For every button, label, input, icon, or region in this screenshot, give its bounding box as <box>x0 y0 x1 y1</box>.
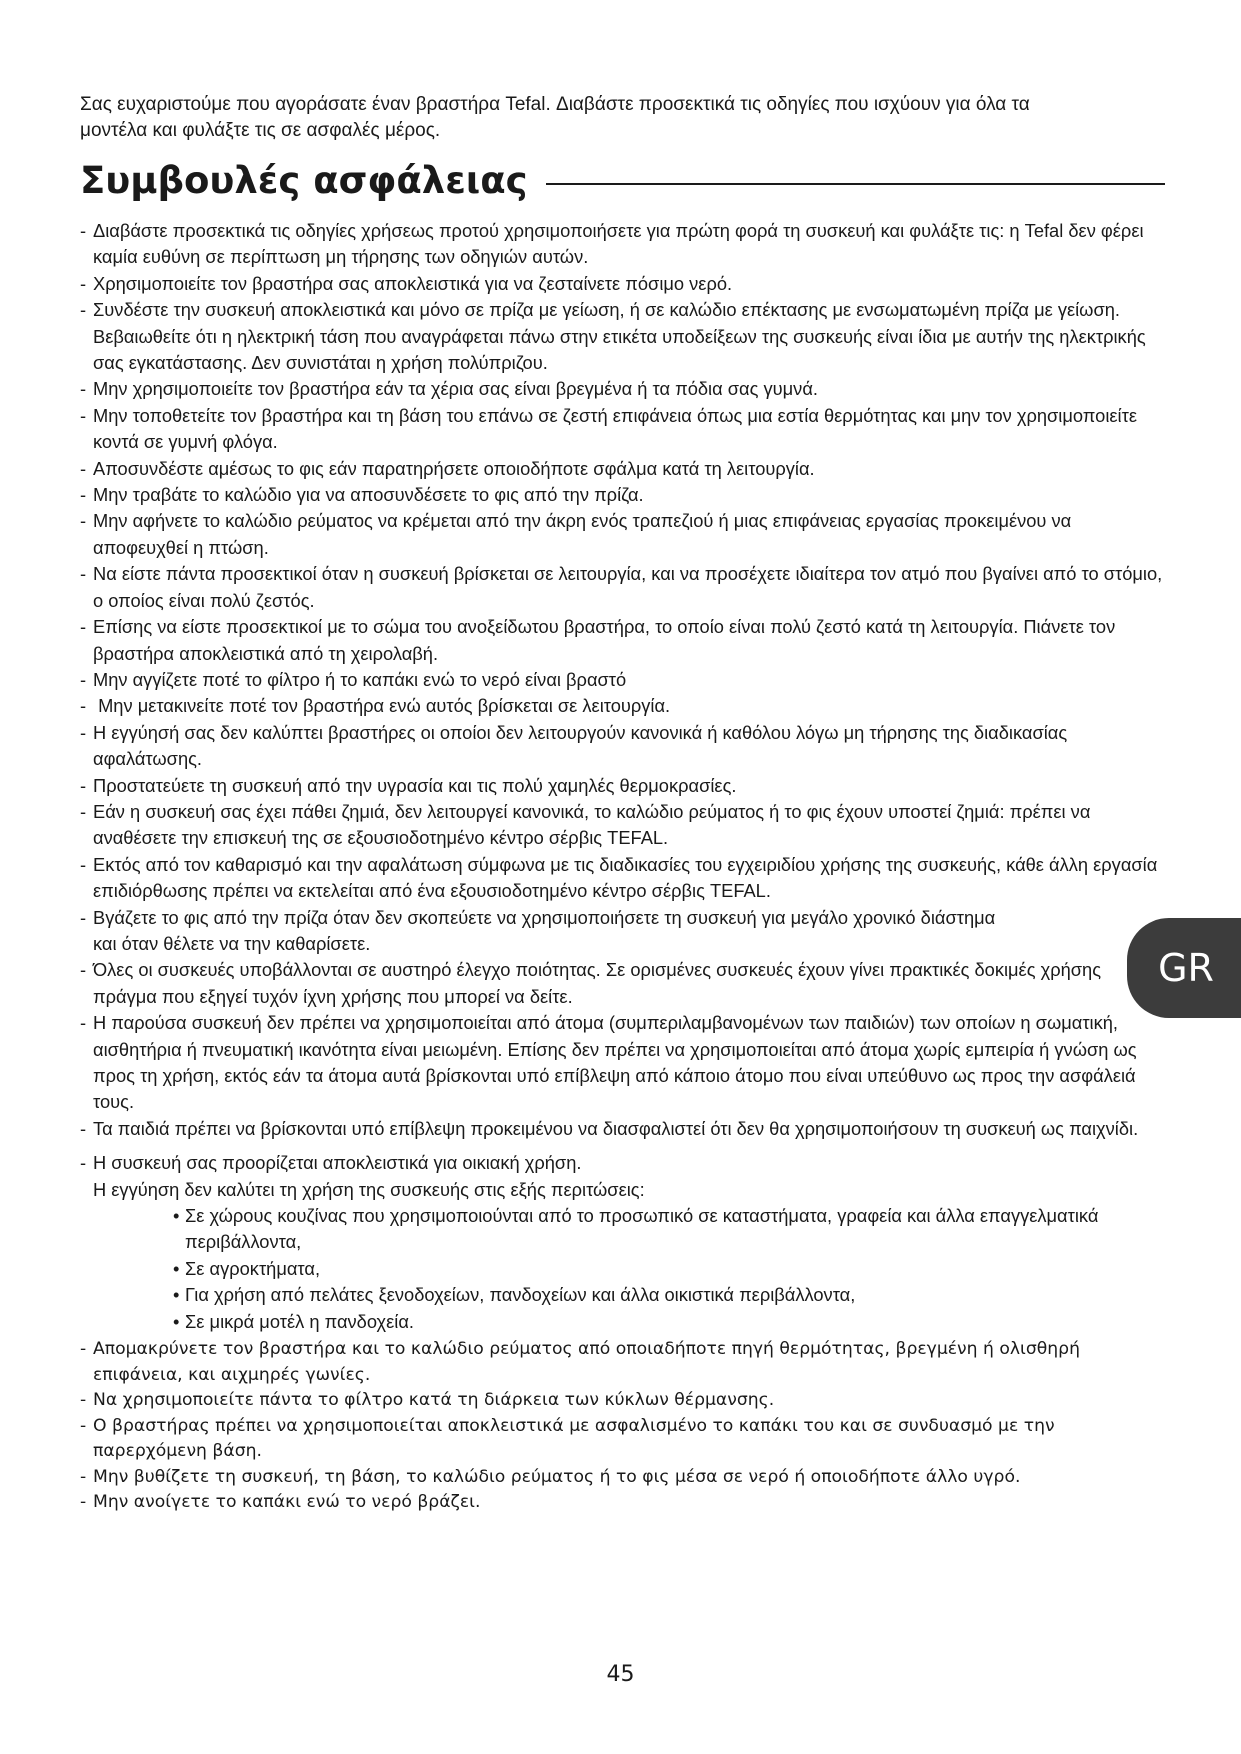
safety-item-2 <box>80 1465 1165 1491</box>
bullet-marker: • <box>173 1284 180 1306</box>
dash-marker: - <box>80 272 87 294</box>
safety-item <box>80 508 1165 561</box>
dash-marker: - <box>80 668 87 690</box>
safety-item <box>80 667 1165 693</box>
safety-list-2 <box>80 1337 1165 1516</box>
safety-item-text: Μην αφήνετε το καλώδιο ρεύματος να κρέμεται από την άκρη ενός τραπεζιού ή μιας επιφάνειας εργασίας προκειμένου να αποφευχθεί η πτώση. <box>93 510 1072 558</box>
dash-marker: - <box>80 906 87 928</box>
safety-item-text: Βγάζετε το φις από την πρίζα όταν δεν σκοπεύετε να χρησιμοποιήσετε τη συσκευή για μεγάλο χρονικό διάστημα και όταν θέλετε να την καθαρίσετε. <box>93 906 996 954</box>
safety-item-text: Η παρούσα συσκευή δεν πρέπει να χρησιμοποιείται από άτομα (συμπεριλαμβανομένων των παιδιών) των οποίων η σωματική, αισθητήρια ή πνευματική ικανότητα είναι μειωμένη. Επίσης δεν πρέπει να χρησιμοποιείται από άτομα χωρίς εμπειρία ή γνώση ως προς τη χρήση, εκτός εάν τα άτομα αυτά βρίσκονται υπό επίβλεψη από κάποιο άτομο που είναι υπεύθυνο ως προς την ασφάλειά τους. <box>93 1012 1137 1113</box>
safety-item-text: Μην αγγίζετε ποτέ το φίλτρο ή το καπάκι ενώ το νερό είναι βραστό <box>93 668 627 690</box>
heading-rule <box>546 183 1165 185</box>
excluded-case-text: Σε μικρά μοτέλ η πανδοχεία. <box>185 1310 414 1332</box>
excluded-case-text: Για χρήση από πελάτες ξενοδοχείων, πανδοχείων και άλλα οικιστικά περιβάλλοντα, <box>185 1284 856 1306</box>
dash-marker: - <box>80 378 87 400</box>
excluded-cases-list <box>93 1203 1165 1335</box>
page-number: 45 <box>606 1662 635 1687</box>
safety-item-text: Να είστε πάντα προσεκτικοί όταν η συσκευή βρίσκεται σε λειτουργία, και να προσέχετε ιδιαίτερα τον ατμό που βγαίνει από το στόμιο, ο οποίος είναι πολύ ζεστός. <box>93 563 1163 611</box>
safety-item <box>80 561 1165 614</box>
safety-item-text: Συνδέστε την συσκευή αποκλειστικά και μόνο σε πρίζα με γείωση, ή σε καλώδιο επέκτασης με ενσωματωμένη πρίζα με γείωση. Βεβαιωθείτε ότι η ηλεκτρική τάση που αναγράφεται πάνω στην ετικέτα υποδείξεων της συσκευής είναι ίδια με αυτήν της ηλεκτρικής σας εγκατάστασης. Δεν συνιστάται η χρήση πολύπριζου. <box>93 299 1146 374</box>
dash-marker: - <box>80 774 87 796</box>
document-page <box>80 92 1165 1516</box>
dash-marker: - <box>80 1152 87 1174</box>
safety-item-2 <box>80 1337 1165 1388</box>
safety-item <box>80 614 1165 667</box>
safety-item-text: Επίσης να είστε προσεκτικοί με το σώμα του ανοξείδωτου βραστήρα, το οποίο είναι πολύ ζεστό κατά τη λειτουργία. Πιάνετε τον βραστήρα αποκλειστικά από τη χειρολαβή. <box>93 616 1116 664</box>
dash-marker: - <box>80 1117 87 1139</box>
safety-item <box>80 773 1165 799</box>
safety-item-2 <box>80 1490 1165 1516</box>
dash-marker: - <box>80 299 87 321</box>
safety-item-text: Προστατεύετε τη συσκευή από την υγρασία και τις πολύ χαμηλές θερμοκρασίες. <box>93 774 737 796</box>
dash-marker: - <box>80 616 87 638</box>
safety-item-2-text: Να χρησιμοποιείτε πάντα το φίλτρο κατά τη διάρκεια των κύκλων θέρμανσης. <box>93 1390 775 1411</box>
safety-item <box>80 271 1165 297</box>
safety-item-2-text: Ο βραστήρας πρέπει να χρησιμοποιείται αποκλειστικά με ασφαλισμένο το καπάκι του και σε συνδυασμό με την παρερχόμενη βάση. <box>93 1415 1055 1462</box>
dash-marker: - <box>80 1012 87 1034</box>
safety-item-2 <box>80 1414 1165 1465</box>
safety-item-text: Μην τοποθετείτε τον βραστήρα και τη βάση του επάνω σε ζεστή επιφάνεια όπως μια εστία θερμότητας και μην τον χρησιμοποιείτε κοντά σε γυμνή φλόγα. <box>93 404 1137 453</box>
safety-item <box>80 403 1165 456</box>
dash-marker: - <box>80 220 87 241</box>
safety-item-text: Αποσυνδέστε αμέσως το φις εάν παρατηρήσετε οποιοδήποτε σφάλμα κατά τη λειτουργία. <box>93 457 815 479</box>
safety-item <box>80 720 1165 773</box>
dash-marker: - <box>80 959 87 981</box>
safety-item-text: Η εγγύησή σας δεν καλύπτει βραστήρες οι οποίοι δεν λειτουργούν κανονικά ή καθόλου λόγω μη τήρησης της διαδικασίας αφαλάτωσης. <box>93 721 1068 770</box>
bullet-marker: • <box>173 1205 180 1227</box>
dash-marker: - <box>80 721 87 743</box>
safety-item-text: Χρησιμοποιείτε τον βραστήρα σας αποκλειστικά για να ζεσταίνετε πόσιμο νερό. <box>93 272 733 294</box>
safety-item-text: Τα παιδιά πρέπει να βρίσκονται υπό επίβλεψη προκειμένου να διασφαλιστεί ότι δεν θα χρησιμοποιήσουν τη συσκευή ως παιχνίδι. <box>93 1117 1139 1139</box>
safety-item-2-text: Μην βυθίζετε τη συσκευή, τη βάση, το καλώδιο ρεύματος ή το φις μέσα σε νερό ή οποιοδήποτε άλλο υγρό. <box>93 1466 1021 1487</box>
safety-item-2-text: Μην ανοίγετε το καπάκι ενώ το νερό βράζει. <box>93 1492 481 1513</box>
excluded-case-text: Σε αγροκτήματα, <box>185 1257 321 1279</box>
bullet-marker: • <box>173 1310 180 1332</box>
dash-marker: - <box>80 1466 87 1487</box>
safety-item <box>80 1010 1165 1116</box>
bullet-marker: • <box>173 1257 180 1279</box>
safety-item <box>80 905 1165 958</box>
safety-item <box>80 957 1165 1010</box>
excluded-case <box>173 1256 1165 1282</box>
safety-item-text: Μην χρησιμοποιείτε τον βραστήρα εάν τα χέρια σας είναι βρεγμένα ή τα πόδια σας γυμνά. <box>93 378 818 400</box>
dash-marker: - <box>80 1415 87 1436</box>
excluded-case <box>173 1282 1165 1308</box>
excluded-case <box>173 1309 1165 1335</box>
safety-item <box>80 852 1165 905</box>
household-item <box>80 1150 1165 1335</box>
safety-item <box>80 482 1165 508</box>
safety-item <box>80 799 1165 852</box>
safety-item-text: Όλες οι συσκευές υποβάλλονται σε αυστηρό έλεγχο ποιότητας. Σε ορισμένες συσκευές έχουν γίνει πρακτικές δοκιμές χρήσης πράγμα που εξηγεί τυχόν ίχνη χρήσης που μπορεί να δείτε. <box>93 959 1102 1007</box>
safety-item <box>80 376 1165 402</box>
dash-marker: - <box>80 1339 87 1360</box>
dash-marker: - <box>80 510 87 532</box>
section-heading: Συμβουλές ασφάλειας <box>80 159 528 202</box>
dash-marker: - <box>80 853 87 875</box>
excluded-case-text: Σε χώρους κουζίνας που χρησιμοποιούνται από το προσωπικό σε καταστήματα, γραφεία και άλλα επαγγελματικά περιβάλλοντα, <box>185 1205 1099 1253</box>
safety-item <box>80 693 1165 719</box>
safety-item <box>80 218 1165 271</box>
safety-item <box>80 297 1165 376</box>
dash-marker: - <box>80 404 87 426</box>
list-gap <box>80 1142 1165 1150</box>
safety-item-text: Μην τραβάτε το καλώδιο για να αποσυνδέσετε το φις από την πρίζα. <box>93 484 644 506</box>
safety-item-2-text: Απομακρύνετε τον βραστήρα και το καλώδιο ρεύματος από οποιαδήποτε πηγή θερμότητας, βρεγμένη ή ολισθηρή επιφάνεια, και αιχμηρές γωνίες. <box>93 1339 1080 1385</box>
excluded-case <box>173 1203 1165 1256</box>
safety-item-text: Διαβάστε προσεκτικά τις οδηγίες χρήσεως προτού χρησιμοποιήσετε για πρώτη φορά τη συσκευή και φυλάξτε τις: η Tefal δεν φέρει καμία ευθύνη σε περίπτωση μη τήρησης των οδηγιών αυτών. <box>93 220 1144 268</box>
safety-item-text: Εκτός από τον καθαρισμό και την αφαλάτωση σύμφωνα με τις διαδικασίες του εγχειριδίου χρήσης της συσκευής, κάθε άλλη εργασία επιδιόρθωσης πρέπει να εκτελείται από ένα εξουσιοδοτημένο κέντρο σέρβις TEFAL. <box>93 853 1158 902</box>
dash-marker: - <box>80 484 87 506</box>
safety-item <box>80 456 1165 482</box>
safety-item-text: Εάν η συσκευή σας έχει πάθει ζημιά, δεν λειτουργεί κανονικά, το καλώδιο ρεύματος ή το φις έχουν υποστεί ζημιά: πρέπει να αναθέσετε την επισκευή της σε εξουσιοδοτημένο κέντρο σέρβις TEFAL. <box>93 800 1091 849</box>
dash-marker: - <box>80 800 87 822</box>
dash-marker: - <box>80 457 87 479</box>
safety-item-text: Μην μετακινείτε ποτέ τον βραστήρα ενώ αυτός βρίσκεται σε λειτουργία. <box>93 695 671 717</box>
language-tab <box>1127 918 1241 1018</box>
language-tab-label: GR <box>1158 946 1214 990</box>
dash-marker: - <box>80 1390 87 1411</box>
household-lead: Η συσκευή σας προορίζεται αποκλειστικά για οικιακή χρήση. <box>93 1152 582 1174</box>
household-note: Η εγγύηση δεν καλύτει τη χρήση της συσκευής στις εξής περιτώσεις: <box>93 1178 645 1200</box>
dash-marker: - <box>80 563 87 585</box>
section-heading-row <box>80 152 1165 210</box>
safety-item-2 <box>80 1388 1165 1414</box>
safety-list <box>80 218 1165 1335</box>
dash-marker: - <box>80 1492 87 1513</box>
intro-paragraph: Σας ευχαριστούμε που αγοράσατε έναν βραστήρα Tefal. Διαβάστε προσεκτικά τις οδηγίες που ισχύουν για όλα τα μοντέλα και φυλάξτε τις σε ασφαλές μέρος. <box>80 94 1030 141</box>
dash-marker: - <box>80 695 87 717</box>
safety-item <box>80 1116 1165 1142</box>
